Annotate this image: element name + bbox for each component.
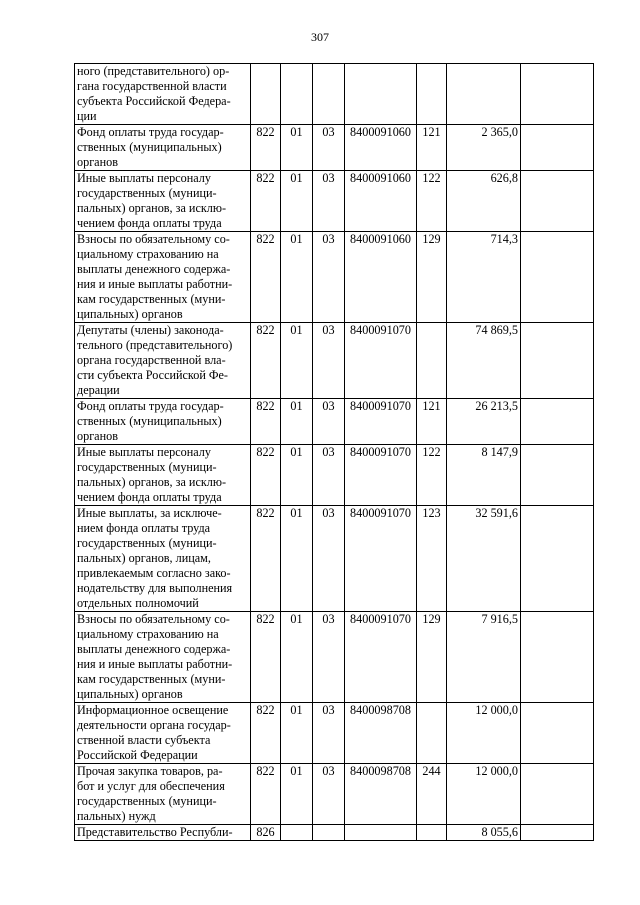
- amount-cell: 8 147,9: [447, 445, 521, 506]
- table-row: [75, 764, 594, 825]
- amount-cell: 12 000,0: [447, 703, 521, 764]
- table-row: [75, 171, 594, 232]
- expense-type-cell: [417, 64, 447, 125]
- subsection-code-cell: 03: [313, 125, 345, 171]
- extra-amount-cell: [521, 399, 594, 445]
- table-row: [75, 64, 594, 125]
- item-name-cell: ного (представительного) ор- гана государственной власти субъекта Российской Федера- ции: [75, 64, 251, 125]
- amount-cell: [447, 64, 521, 125]
- item-name-cell: Иные выплаты персоналу государственных (муници- пальных) органов, за исклю- чением фонда оплаты труда: [75, 445, 251, 506]
- extra-amount-cell: [521, 445, 594, 506]
- item-name-cell: Иные выплаты, за исключе- нием фонда оплаты труда государственных (муници- пальных) органов, лицам, привлекаемым согласно зако- нодательству для выполнения отдельных полномочий: [75, 506, 251, 612]
- ministry-code-cell: 822: [251, 445, 281, 506]
- ministry-code-cell: 822: [251, 171, 281, 232]
- target-article-cell: 8400091060: [345, 232, 417, 323]
- amount-cell: 26 213,5: [447, 399, 521, 445]
- table-row: [75, 399, 594, 445]
- section-code-cell: 01: [281, 703, 313, 764]
- amount-cell: 32 591,6: [447, 506, 521, 612]
- extra-amount-cell: [521, 825, 594, 841]
- section-code-cell: [281, 825, 313, 841]
- target-article-cell: 8400091060: [345, 125, 417, 171]
- section-code-cell: 01: [281, 399, 313, 445]
- expense-type-cell: 121: [417, 399, 447, 445]
- extra-amount-cell: [521, 171, 594, 232]
- ministry-code-cell: 822: [251, 323, 281, 399]
- subsection-code-cell: 03: [313, 612, 345, 703]
- ministry-code-cell: 822: [251, 764, 281, 825]
- amount-cell: 8 055,6: [447, 825, 521, 841]
- extra-amount-cell: [521, 232, 594, 323]
- subsection-code-cell: 03: [313, 764, 345, 825]
- table-row: [75, 445, 594, 506]
- target-article-cell: 8400091070: [345, 445, 417, 506]
- expense-type-cell: 121: [417, 125, 447, 171]
- table-row: [75, 323, 594, 399]
- extra-amount-cell: [521, 125, 594, 171]
- table-row: [75, 506, 594, 612]
- ministry-code-cell: 822: [251, 399, 281, 445]
- target-article-cell: 8400091070: [345, 323, 417, 399]
- section-code-cell: 01: [281, 323, 313, 399]
- expense-type-cell: 129: [417, 232, 447, 323]
- target-article-cell: 8400091070: [345, 506, 417, 612]
- target-article-cell: 8400091070: [345, 612, 417, 703]
- subsection-code-cell: 03: [313, 445, 345, 506]
- amount-cell: 714,3: [447, 232, 521, 323]
- subsection-code-cell: 03: [313, 323, 345, 399]
- target-article-cell: [345, 64, 417, 125]
- table-row: [75, 703, 594, 764]
- item-name-cell: Фонд оплаты труда государ- ственных (муниципальных) органов: [75, 399, 251, 445]
- ministry-code-cell: [251, 64, 281, 125]
- ministry-code-cell: 822: [251, 506, 281, 612]
- item-name-cell: Иные выплаты персоналу государственных (муници- пальных) органов, за исклю- чением фонда оплаты труда: [75, 171, 251, 232]
- item-name-cell: Депутаты (члены) законода- тельного (представительного) органа государственной вла- сти субъекта Российской Фе- дерации: [75, 323, 251, 399]
- subsection-code-cell: 03: [313, 171, 345, 232]
- expense-type-cell: [417, 825, 447, 841]
- item-name-cell: Взносы по обязательному со- циальному страхованию на выплаты денежного содержа- ния и иные выплаты работни- кам государственных (муни- ципальных) органов: [75, 612, 251, 703]
- table-row: [75, 825, 594, 841]
- section-code-cell: [281, 64, 313, 125]
- extra-amount-cell: [521, 323, 594, 399]
- subsection-code-cell: 03: [313, 703, 345, 764]
- extra-amount-cell: [521, 612, 594, 703]
- subsection-code-cell: [313, 64, 345, 125]
- extra-amount-cell: [521, 764, 594, 825]
- ministry-code-cell: 822: [251, 612, 281, 703]
- target-article-cell: 8400091060: [345, 171, 417, 232]
- extra-amount-cell: [521, 64, 594, 125]
- target-article-cell: [345, 825, 417, 841]
- expense-type-cell: [417, 703, 447, 764]
- section-code-cell: 01: [281, 232, 313, 323]
- item-name-cell: Представительство Республи-: [75, 825, 251, 841]
- item-name-cell: Фонд оплаты труда государ- ственных (муниципальных) органов: [75, 125, 251, 171]
- expense-type-cell: 129: [417, 612, 447, 703]
- extra-amount-cell: [521, 703, 594, 764]
- target-article-cell: 8400098708: [345, 764, 417, 825]
- table-row: [75, 612, 594, 703]
- budget-table: [74, 63, 594, 841]
- section-code-cell: 01: [281, 506, 313, 612]
- subsection-code-cell: [313, 825, 345, 841]
- item-name-cell: Прочая закупка товаров, ра- бот и услуг для обеспечения государственных (муници- пальных) нужд: [75, 764, 251, 825]
- target-article-cell: 8400091070: [345, 399, 417, 445]
- section-code-cell: 01: [281, 125, 313, 171]
- page-number: 307: [311, 30, 329, 44]
- ministry-code-cell: 822: [251, 232, 281, 323]
- amount-cell: 74 869,5: [447, 323, 521, 399]
- section-code-cell: 01: [281, 612, 313, 703]
- subsection-code-cell: 03: [313, 232, 345, 323]
- section-code-cell: 01: [281, 171, 313, 232]
- amount-cell: 7 916,5: [447, 612, 521, 703]
- extra-amount-cell: [521, 506, 594, 612]
- table-row: [75, 125, 594, 171]
- ministry-code-cell: 822: [251, 703, 281, 764]
- expense-type-cell: [417, 323, 447, 399]
- item-name-cell: Взносы по обязательному со- циальному страхованию на выплаты денежного содержа- ния и иные выплаты работни- кам государственных (муни- ципальных) органов: [75, 232, 251, 323]
- ministry-code-cell: 822: [251, 125, 281, 171]
- expense-type-cell: 122: [417, 171, 447, 232]
- table-row: [75, 232, 594, 323]
- item-name-cell: Информационное освещение деятельности органа государ- ственной власти субъекта Российской Федерации: [75, 703, 251, 764]
- section-code-cell: 01: [281, 445, 313, 506]
- subsection-code-cell: 03: [313, 506, 345, 612]
- expense-type-cell: 244: [417, 764, 447, 825]
- amount-cell: 626,8: [447, 171, 521, 232]
- amount-cell: 12 000,0: [447, 764, 521, 825]
- expense-type-cell: 123: [417, 506, 447, 612]
- target-article-cell: 8400098708: [345, 703, 417, 764]
- section-code-cell: 01: [281, 764, 313, 825]
- amount-cell: 2 365,0: [447, 125, 521, 171]
- expense-type-cell: 122: [417, 445, 447, 506]
- ministry-code-cell: 826: [251, 825, 281, 841]
- subsection-code-cell: 03: [313, 399, 345, 445]
